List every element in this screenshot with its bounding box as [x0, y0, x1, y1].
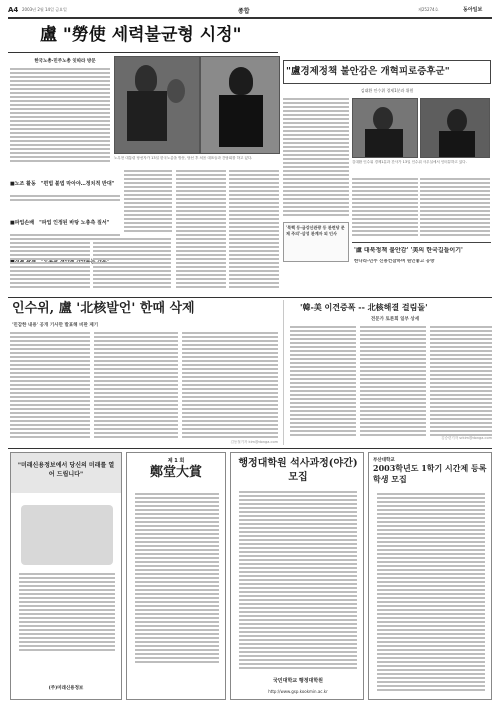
interview-body-1 — [283, 98, 349, 218]
interview-body-3 — [420, 178, 490, 238]
date-line: 2003년 2월 14일 금요일 — [22, 7, 67, 12]
ad-right-title: 2003학년도 1학기 시간제 등록학생 모집 — [373, 463, 487, 484]
column-box — [352, 242, 491, 292]
ad-left-title: "미래신용정보에서 당신의 미래를 열어 드립니다" — [17, 462, 115, 478]
bullet-text: "편법 불법 막아야…정치적 반대" — [40, 181, 115, 187]
interview-teaser-text: '북핵 등-금강산관광 등 관련당 문제 주의'·삼성 관계자 외 인사 — [286, 225, 345, 236]
lead-body-text-5 — [176, 170, 226, 292]
commentary-byline: 김승련기자 srkim@donga.com — [441, 436, 492, 440]
interview-headline: "盧경제정책 불안감은 개혁피로증후군" — [286, 66, 450, 77]
column-divider — [283, 300, 284, 445]
ad-middle-site[interactable]: http://www.gsp.kookmin.ac.kr — [268, 689, 328, 694]
commentary-subhead: 전문가 토론회 일부 상세 — [370, 317, 420, 322]
commentary-body-3 — [430, 326, 492, 438]
lead-subhead: 한국노총·민주노총 잇따라 방문 — [34, 59, 96, 64]
interview-photo-left — [352, 98, 418, 158]
interview-teaser-box — [283, 222, 349, 262]
bullet-body — [10, 195, 120, 205]
section-label: 종합 — [238, 8, 250, 15]
ad-left-footer: (주)미래신용정보 — [48, 686, 84, 691]
ad-right-org: 부산대학교 — [373, 458, 395, 463]
issue-number: 제25274호 — [418, 7, 439, 12]
ad-left-figure — [21, 505, 113, 565]
ads-rule — [8, 448, 492, 449]
masthead-rule — [8, 17, 492, 19]
second-body-1 — [10, 332, 90, 442]
bullet-item — [10, 170, 120, 189]
column-subhead: 한나라-민주 신용컨잡하며 원인놓고 공방 — [354, 259, 435, 264]
ad-left-text — [19, 573, 115, 653]
section-rule-mid — [8, 297, 492, 298]
second-headline: 인수위, 盧 '北核발언' 한때 삭제 — [12, 301, 195, 316]
ad-prize-text — [135, 493, 219, 668]
lead-photo-left — [114, 56, 200, 154]
masthead — [8, 6, 492, 16]
page-label: A4 — [8, 6, 19, 14]
lead-photo-caption: 노무현 대통령 당선자가 13일 한국노총을 방문, 당선 후 처음 대표들과 간담회를 하고 있다. — [114, 156, 253, 160]
ad-middle-text — [239, 491, 357, 671]
second-subhead: '민감한 내용' 공개 기사만 발표해 비판 제기 — [12, 323, 99, 328]
ad-middle — [230, 452, 364, 700]
paper-name: 동아일보 — [463, 7, 483, 13]
bullet-item — [10, 209, 120, 228]
lead-body-text-3 — [93, 238, 171, 293]
lead-body-text-1 — [10, 68, 110, 166]
lead-body-text-2 — [10, 238, 90, 293]
interview-subhead: 김대환 인수위 경제1분과 위원 — [360, 88, 414, 93]
lead-body-text-4 — [124, 170, 172, 235]
ad-right — [368, 452, 492, 700]
ad-middle-title: 행정대학원 석사과정(야간) 모집 — [238, 458, 358, 483]
lead-body-text-6 — [229, 170, 279, 292]
ad-left — [10, 452, 122, 700]
interview-photo-caption: 김대환 인수위 경제1분과 간사가 13일 인수위 사무실에서 인터뷰하고 있다. — [352, 160, 467, 164]
lead-headline: 盧 "勞使 세력불균형 시정" — [40, 25, 242, 45]
second-byline: 김동철기자 kim@donga.com — [230, 440, 278, 444]
commentary-body-2 — [360, 326, 426, 438]
interview-body-2 — [352, 178, 418, 238]
second-body-2 — [94, 332, 178, 442]
ad-prize — [126, 452, 226, 700]
ad-middle-school: 국민대학교 행정대학원 — [272, 678, 324, 684]
bullet-tag: ■파업손배 — [10, 220, 35, 226]
lead-photo-right — [200, 56, 280, 154]
lead-headline-rule — [8, 52, 278, 53]
ad-prize-title: 鄭堂大賞 — [149, 465, 202, 480]
bullet-tag: ■노조 활동 — [10, 181, 36, 187]
second-body-3 — [182, 332, 278, 442]
ad-prize-top: 제 1 회 — [167, 458, 185, 464]
commentary-body-1 — [290, 326, 356, 438]
interview-photo-right — [420, 98, 490, 158]
ad-right-text — [377, 493, 485, 693]
bullet-text: "파업 인정된 바탕 노총측 질서" — [39, 220, 110, 226]
commentary-headline: '韓-美 이견증폭 -- 北核해결 걸림돌' — [300, 302, 428, 312]
column-headline: '盧 대북정책 불안감' '美의 한국길들이기' — [354, 247, 463, 254]
interview-box — [283, 60, 491, 84]
